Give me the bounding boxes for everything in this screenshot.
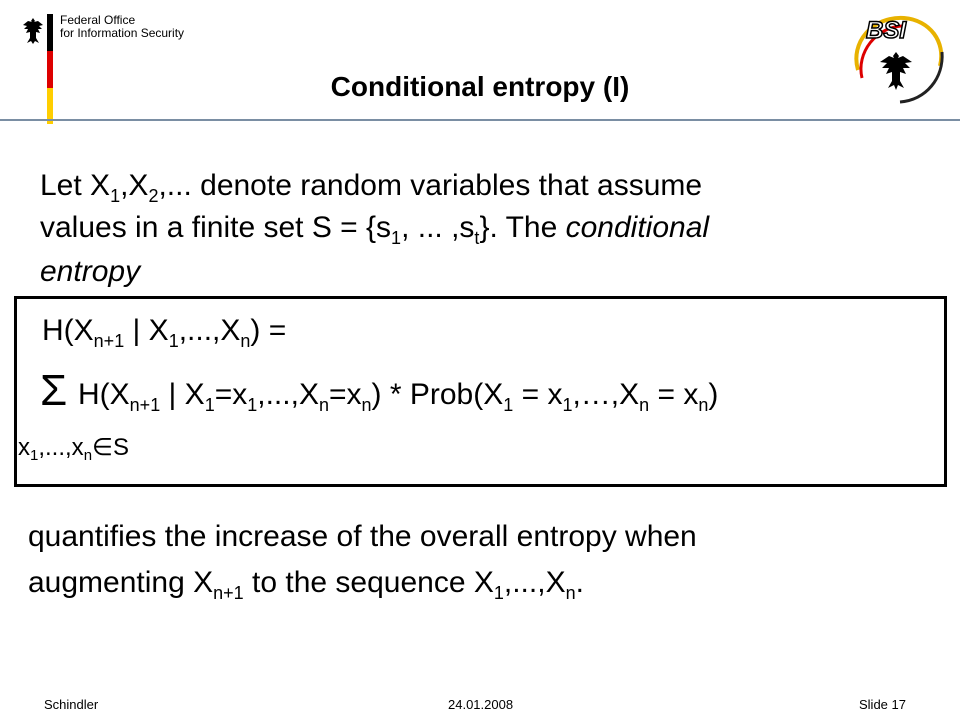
agency-name [60, 14, 184, 40]
slide-title: Conditional entropy (I) [330, 71, 630, 102]
federal-eagle-icon [22, 16, 44, 46]
formula-line-1: $H(X_{n+1}$ | $X_1,...,X_n$) = [42, 314, 287, 351]
bsi-logo-text: BSI [866, 17, 907, 44]
intro-line-1: Let $X_1,X_2$,... denote random variables that assume [40, 169, 703, 206]
sum-index: $x_1,...,x_n\in S$ [18, 434, 129, 464]
german-flag-stripe [47, 14, 53, 124]
intro-line-2: values in a finite set $S = \{s_1$, ... $,s_t$}. The conditional [40, 211, 710, 248]
sigma-symbol: Σ [40, 366, 68, 415]
footer-slide-number: Slide 17 [859, 697, 906, 712]
agency-name-line2: for Information Security [60, 26, 185, 40]
formula-line-2: $H(X_{n+1}$ | $X_1=x_1,...,X_n=x_n$) * $Prob(X_1$ = $x_1,\dots,X_n = x_n$) [78, 378, 719, 415]
footer-author: Schindler [44, 697, 99, 712]
footer-date: 24.01.2008 [448, 697, 514, 712]
conclusion-line-2: augmenting $X_{n+1}$ to the sequence $X_1,...,X_n$. [28, 566, 584, 603]
title-divider [0, 119, 960, 121]
agency-name-line1: Federal Office [60, 13, 136, 27]
conclusion-line-1: quantifies the increase of the overall entropy when [28, 520, 697, 553]
intro-line-3: entropy [40, 255, 141, 288]
